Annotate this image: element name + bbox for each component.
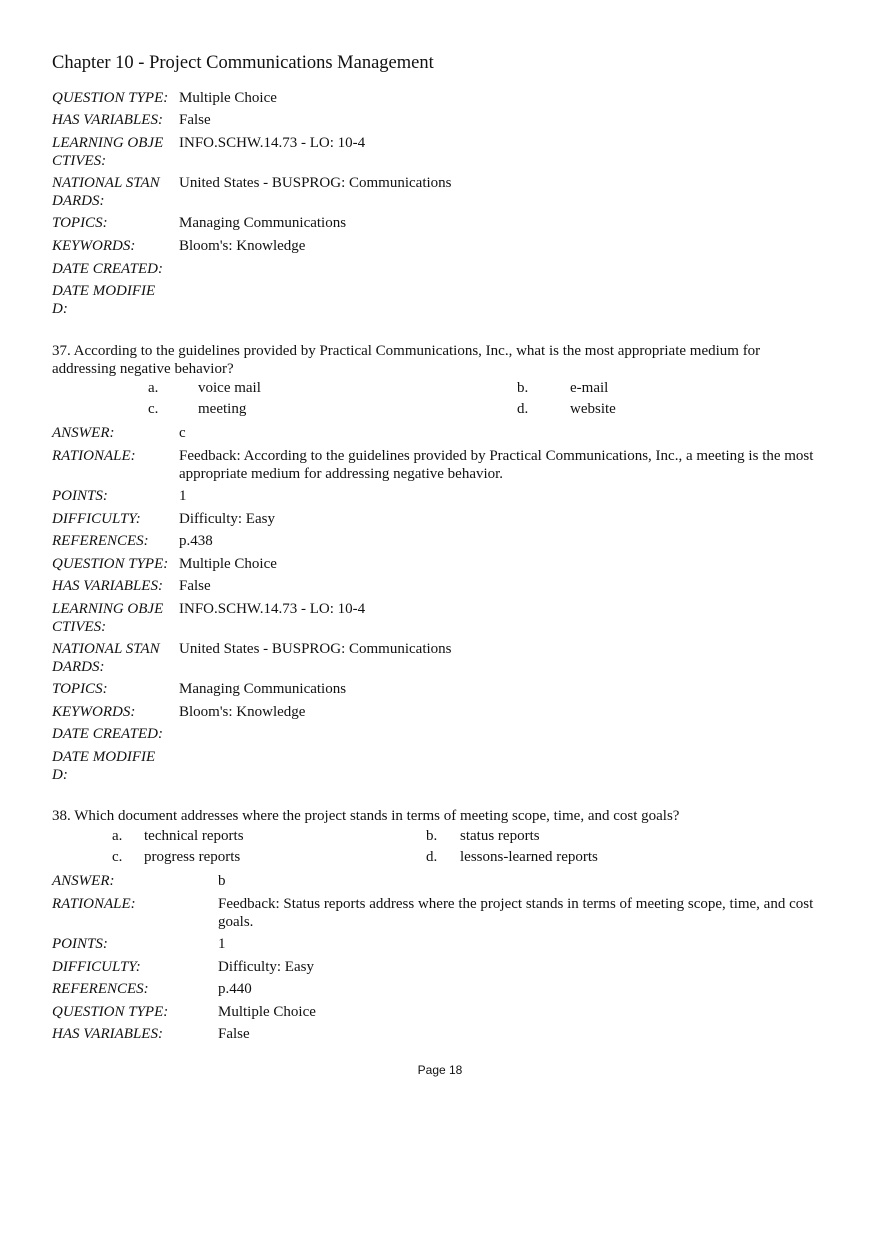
option-letter: a. [148, 380, 159, 396]
metadata-value: p.438 [179, 533, 213, 549]
option-text: e-mail [570, 380, 609, 396]
metadata-row [52, 532, 822, 555]
metadata-row [52, 237, 822, 260]
metadata-row [52, 510, 822, 532]
metadata-row [52, 260, 822, 282]
metadata-label: POINTS: [52, 488, 108, 504]
metadata-label: TOPICS: [52, 681, 108, 697]
metadata-value: Bloom's: Knowledge [179, 238, 306, 254]
metadata-label: QUESTION TYPE: [52, 556, 169, 572]
option-letter: c. [148, 401, 159, 417]
metadata-value: 1 [218, 936, 226, 952]
metadata-label: RATIONALE: [52, 896, 136, 912]
options-row [52, 400, 822, 421]
metadata-value: c [179, 425, 186, 441]
metadata-label: QUESTION TYPE: [52, 1004, 169, 1020]
metadata-row [52, 555, 822, 577]
options-row [52, 827, 822, 848]
page-number: Page 18 [417, 1063, 463, 1077]
metadata-value: 1 [179, 488, 187, 504]
metadata-row [52, 600, 822, 640]
metadata-row [52, 703, 822, 725]
question-38-text: 38. Which document addresses where the project stands in terms of meeting scope, time, and cost goals? [52, 808, 680, 824]
metadata-label: NATIONAL STANDARDS: [52, 641, 160, 675]
metadata-label: KEYWORDS: [52, 238, 136, 254]
metadata-value: Feedback: According to the guidelines provided by Practical Communications, Inc., a meeting is the most appropriate medium for addressing negative behavior. [179, 448, 814, 482]
metadata-value: Difficulty: Easy [218, 959, 314, 975]
document-page [52, 0, 822, 1247]
metadata-value: Managing Communications [179, 681, 347, 697]
option-text: status reports [460, 828, 540, 844]
metadata-value: False [218, 1026, 250, 1042]
chapter-title: Chapter 10 - Project Communications Management [52, 53, 434, 73]
question-37-text: 37. According to the guidelines provided by Practical Communications, Inc., what is the most appropriate medium for addressing negative behavior? [52, 343, 761, 377]
metadata-label: DIFFICULTY: [52, 959, 141, 975]
metadata-label: HAS VARIABLES: [52, 112, 163, 128]
metadata-row [52, 89, 822, 111]
metadata-label: ANSWER: [52, 425, 115, 441]
metadata-label: ANSWER: [52, 873, 115, 889]
option-text: lessons-learned reports [460, 849, 598, 865]
metadata-label: NATIONAL STANDARDS: [52, 175, 160, 209]
metadata-label: LEARNING OBJECTIVES: [52, 601, 164, 635]
metadata-value: Multiple Choice [179, 90, 277, 106]
metadata-label: HAS VARIABLES: [52, 1026, 163, 1042]
metadata-row [52, 134, 822, 174]
option-letter: d. [426, 849, 438, 865]
question-37-metadata [52, 424, 822, 783]
metadata-row [52, 487, 822, 510]
metadata-label: DATE MODIFIED: [52, 749, 156, 783]
metadata-row [52, 1025, 822, 1047]
metadata-row [52, 577, 822, 600]
metadata-row [52, 1003, 822, 1025]
options-row [52, 379, 822, 400]
metadata-value: Multiple Choice [179, 556, 277, 572]
metadata-value: Multiple Choice [218, 1004, 316, 1020]
metadata-value: Bloom's: Knowledge [179, 704, 306, 720]
metadata-label: LEARNING OBJECTIVES: [52, 135, 164, 169]
metadata-row [52, 282, 822, 317]
option-letter: c. [112, 849, 123, 865]
option-text: meeting [198, 401, 247, 417]
metadata-label: DIFFICULTY: [52, 511, 141, 527]
metadata-label: REFERENCES: [52, 981, 149, 997]
option-text: website [570, 401, 616, 417]
metadata-row [52, 447, 822, 487]
metadata-row [52, 640, 822, 680]
metadata-value: False [179, 578, 211, 594]
options-row [52, 848, 822, 869]
metadata-row [52, 174, 822, 214]
metadata-value: United States - BUSPROG: Communications [179, 641, 452, 657]
metadata-row [52, 725, 822, 748]
option-letter: b. [517, 380, 529, 396]
option-text: voice mail [198, 380, 261, 396]
metadata-row [52, 748, 822, 783]
question-38-metadata [52, 872, 822, 1047]
metadata-label: KEYWORDS: [52, 704, 136, 720]
option-letter: b. [426, 828, 438, 844]
option-text: technical reports [144, 828, 244, 844]
metadata-label: POINTS: [52, 936, 108, 952]
metadata-value: INFO.SCHW.14.73 - LO: 10-4 [179, 135, 366, 151]
option-letter: a. [112, 828, 123, 844]
metadata-row [52, 680, 822, 703]
metadata-row [52, 111, 822, 134]
top-metadata-block [52, 89, 822, 317]
metadata-row [52, 935, 822, 958]
metadata-value: False [179, 112, 211, 128]
metadata-row [52, 895, 822, 935]
metadata-row [52, 424, 822, 447]
metadata-label: REFERENCES: [52, 533, 149, 549]
metadata-row [52, 872, 822, 895]
metadata-row [52, 958, 822, 980]
question-38-options [52, 827, 822, 869]
metadata-row [52, 980, 822, 1003]
question-37-options [52, 379, 822, 421]
metadata-value: INFO.SCHW.14.73 - LO: 10-4 [179, 601, 366, 617]
metadata-value: United States - BUSPROG: Communications [179, 175, 452, 191]
option-letter: d. [517, 401, 529, 417]
option-text: progress reports [144, 849, 241, 865]
metadata-label: DATE MODIFIED: [52, 283, 156, 317]
metadata-value: p.440 [218, 981, 252, 997]
metadata-label: DATE CREATED: [52, 261, 163, 277]
metadata-value: Feedback: Status reports address where the project stands in terms of meeting scope, time, and cost goals. [218, 896, 814, 930]
metadata-label: DATE CREATED: [52, 726, 163, 742]
metadata-label: QUESTION TYPE: [52, 90, 169, 106]
metadata-label: TOPICS: [52, 215, 108, 231]
metadata-label: HAS VARIABLES: [52, 578, 163, 594]
metadata-label: RATIONALE: [52, 448, 136, 464]
metadata-value: Difficulty: Easy [179, 511, 275, 527]
metadata-value: b [218, 873, 226, 889]
metadata-value: Managing Communications [179, 215, 347, 231]
metadata-row [52, 214, 822, 237]
